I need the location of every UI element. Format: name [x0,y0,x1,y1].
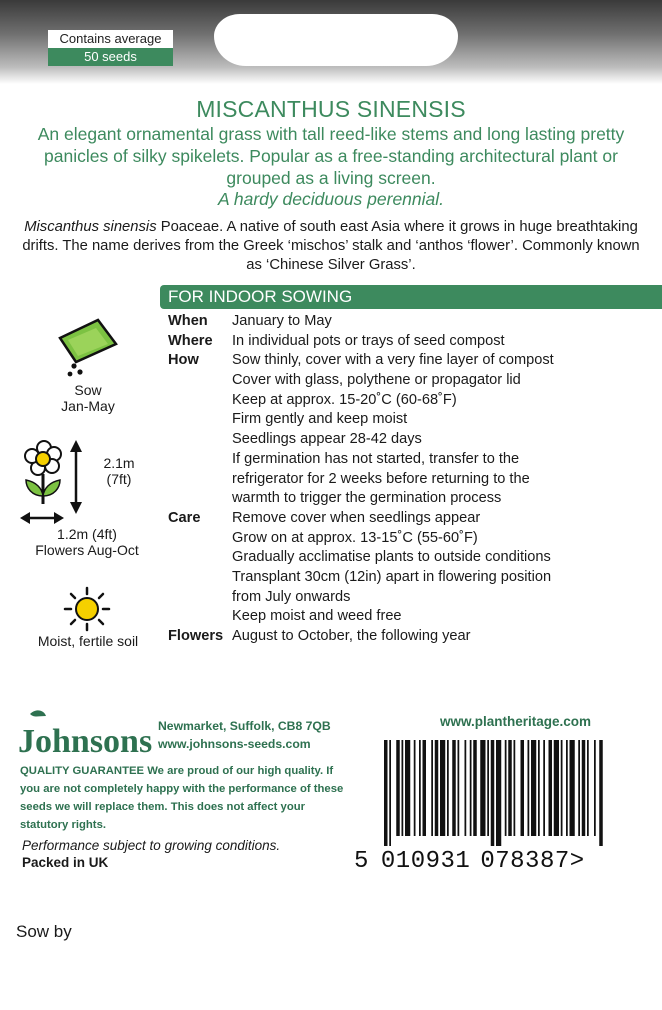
johnsons-logo [16,708,156,758]
instruction-row [168,470,658,490]
brand-website[interactable]: www.johnsons-seeds.com [158,737,311,751]
barcode-bar [447,740,449,836]
instruction-text: Firm gently and keep moist [232,411,408,428]
instruction-row [168,509,658,529]
barcode-bar [594,740,596,836]
instruction-text: Gradually acclimatise plants to outside conditions [232,549,551,566]
barcode-bar [543,740,545,836]
guarantee-text: We are proud of our high quality. If you are not completely happy with the performance of these seeds we will replace them. This does not affect your statutory rights. [20,765,344,831]
barcode-bar [508,740,512,836]
instruction-label: When [168,313,208,329]
barcode-bar [514,740,516,836]
instruction-row [168,332,658,352]
guarantee-heading: QUALITY GUARANTEE [20,765,145,777]
instruction-label: Where [168,332,213,349]
instruction-row [168,588,658,608]
barcode-bar [423,740,427,836]
instruction-text: In individual pots or trays of seed compost [232,332,505,349]
soil-label: Moist, fertile soil [37,633,139,649]
brand-address-block [158,717,331,753]
barcode-bar [538,740,540,836]
barcode-bar [570,740,575,836]
instruction-label: Care [168,509,201,526]
instructions-list [168,312,658,647]
barcode-bar [528,740,530,836]
instruction-text: If germination has not started, transfer to the [232,450,520,467]
instruction-label: Flowers [168,628,224,644]
barcode-bar [389,740,391,846]
barcode-bar [465,740,467,836]
instruction-text: Transplant 30cm (12in) apart in flowering position [232,568,552,585]
sow-by-label: Sow by [16,922,72,941]
spread-size: 1.2m (4ft) [57,526,117,542]
barcode-bar [419,740,421,836]
barcode-bar [491,740,495,846]
instruction-text: Cover with glass, polythene or propagator lid [232,372,521,389]
sow-label [48,382,128,414]
sow-text: Sow [74,382,102,398]
barcode-bar [505,740,507,836]
quality-guarantee [20,762,350,834]
barcode-arrow: > [569,848,585,875]
instruction-text: refrigerator for 2 weeks before returning to the [232,470,530,487]
barcode-bar [578,740,580,836]
barcode-bar [521,740,525,836]
sow-months: Jan-May [61,398,115,414]
barcode-digits [354,848,585,875]
instruction-row [168,410,658,430]
latin-name: Miscanthus sinensis [24,219,157,235]
instruction-row [168,450,658,470]
instruction-row [168,391,658,411]
intro-tagline: A hardy deciduous perennial. [217,189,445,209]
seed-count-line2: 50 seeds [48,48,173,66]
barcode [384,740,650,846]
instruction-text: Remove cover when seedlings appear [232,509,481,526]
instruction-row [168,568,658,588]
barcode-bar [458,740,460,836]
barcode-bar [452,740,456,836]
barcode-bar [473,740,477,836]
instruction-row [168,351,658,371]
product-title: MISCANTHUS SINENSIS [196,96,466,122]
barcode-bar [402,740,404,836]
barcode-bar [587,740,589,836]
barcode-bar [405,740,410,836]
instruction-text: Sow thinly, cover with a very fine layer of compost [232,352,554,369]
instruction-row [168,529,658,549]
seed-count-line1: Contains average [59,31,162,46]
performance-note: Performance subject to growing conditions. [22,838,281,853]
height-metres: 2.1m [103,455,135,471]
brand-address: Newmarket, Suffolk, CB8 7QB [158,719,331,733]
barcode-bar [384,740,388,846]
flower-size-icon [18,438,90,528]
spread-label [12,526,162,558]
instruction-text: from July onwards [232,588,351,605]
barcode-bar [599,740,603,846]
packet-window [214,14,458,66]
height-label [94,455,144,487]
barcode-bar [435,740,439,836]
barcode-bar [549,740,553,836]
barcode-bar [487,740,489,836]
sun-icon [62,586,112,632]
logo-wordmark: Johnsons [18,723,153,758]
seed-count-box [48,30,173,66]
instruction-text: warmth to trigger the germination process [232,490,502,507]
barcode-bar [554,740,559,836]
height-feet: (7ft) [106,471,132,487]
barcode-bar [561,740,563,836]
instruction-text: January to May [232,313,332,329]
instruction-row [168,312,658,332]
barcode-bar [414,740,416,836]
barcode-bar [566,740,568,836]
instruction-text: August to October, the following year [232,628,471,644]
instruction-text: Grow on at approx. 13-15˚C (55-60˚F) [232,529,478,546]
barcode-bar [480,740,485,836]
seed-packet-icon [56,318,120,378]
section-title-bar: FOR INDOOR SOWING [160,285,662,309]
description [20,218,642,275]
barcode-group-left: 010931 [380,848,471,875]
barcode-bar [531,740,536,836]
barcode-bar [582,740,586,836]
intro-text: An elegant ornamental grass with tall reed-like stems and long lasting pretty panicles of silky spikelets. Popular as a free-standing architectural plant or grouped as a living screen. [37,124,625,188]
barcode-bar [440,740,445,836]
barcode-group-right: 078387 [480,848,570,875]
barcode-bar [431,740,433,836]
barcode-bar [496,740,501,846]
instruction-row [168,548,658,568]
description-text: Poaceae. A native of south east Asia where it grows in huge breathtaking drifts. The name derives from the Greek ‘mischos’ stalk and ‘anthos ‘flower’. Commonly known as ‘Chinese Silver Grass’. [22,219,640,273]
instruction-label: How [168,352,199,369]
barcode-bar [396,740,400,836]
instruction-text: Keep at approx. 15-20˚C (60-68˚F) [232,391,457,408]
barcode-bar [470,740,472,836]
instruction-row [168,627,658,647]
instruction-row [168,430,658,450]
flowering-period: Flowers Aug-Oct [35,542,139,558]
packed-in: Packed in UK [22,855,109,870]
plant-heritage-link[interactable]: www.plantheritage.com [440,714,592,729]
instruction-row [168,489,658,509]
instruction-row [168,607,658,627]
instruction-text: Seedlings appear 28-42 days [232,431,422,448]
instruction-row [168,371,658,391]
barcode-first-digit: 5 [354,848,369,875]
instruction-text: Keep moist and weed free [232,608,402,625]
